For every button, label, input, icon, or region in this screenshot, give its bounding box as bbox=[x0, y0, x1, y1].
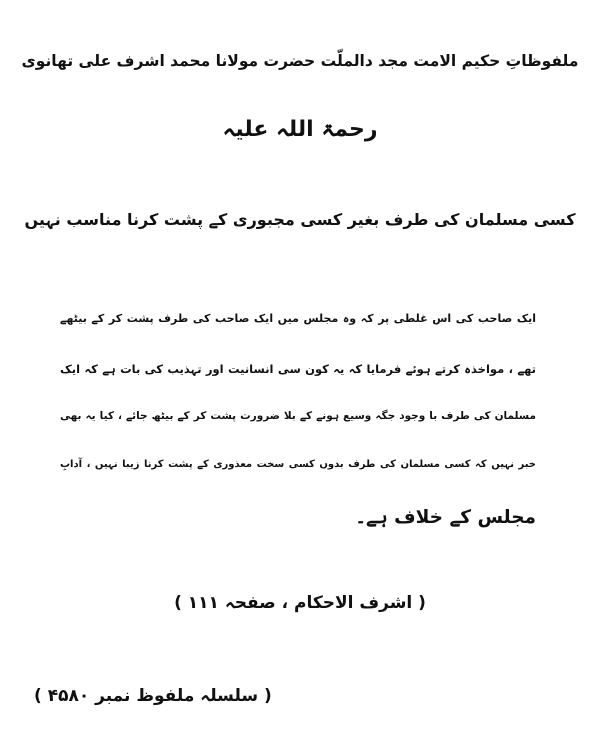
body-line: تھے ، مواخذہ کرتے ہوئے فرمایا کہ یہ کون سی انسانیت اور تہذیب کی بات ہے کہ ایک bbox=[60, 362, 536, 376]
header-title: ملفوظاتِ حکیم الامت مجد دالملّت حضرت مولانا محمد اشرف علی تھانوی bbox=[21, 52, 579, 70]
body-line: ایک صاحب کی اس غلطی پر کہ وہ مجلس میں ایک صاحب کی طرف پشت کر کے بیٹھے bbox=[60, 312, 536, 325]
body-line: خبر نہیں کہ کسی مسلمان کی طرف بدوں کسی سخت معذوری کے پشت کرنا زیبا نہیں ، آدابِ bbox=[60, 459, 536, 470]
body-line: مجلس کے خلاف ہے۔ bbox=[355, 507, 536, 528]
topic-title: کسی مسلمان کی طرف بغیر کسی مجبوری کے پشت کرنا مناسب نہیں bbox=[24, 210, 576, 229]
source-reference: ( اشرف الاحکام ، صفحہ ۱۱۱ ) bbox=[174, 593, 426, 613]
body-line: مسلمان کی طرف با وجود جگہ وسیع ہونے کے بلا ضرورت پشت کر کے بیٹھ جائے ، کیا یہ بھی bbox=[60, 410, 536, 422]
header-honorific: رحمۃ اللہ علیہ bbox=[222, 117, 378, 142]
series-number: ( سلسلہ ملفوظ نمبر ۴۵۸۰ ) bbox=[34, 686, 272, 706]
